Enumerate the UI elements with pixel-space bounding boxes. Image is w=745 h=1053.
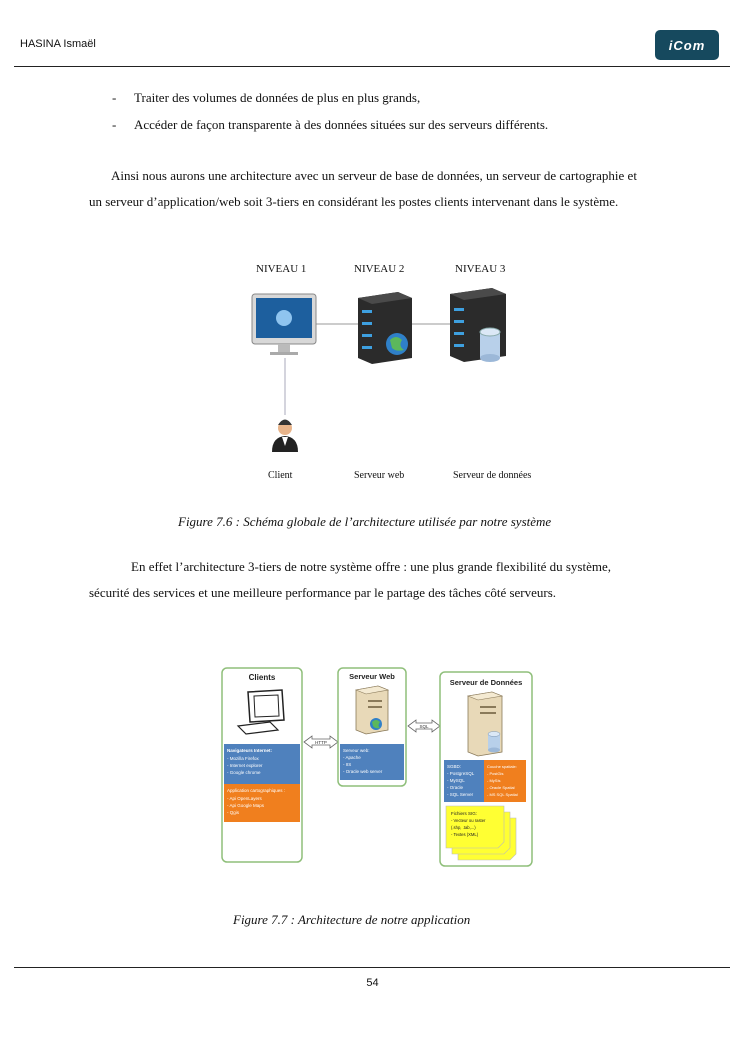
client-label: Client bbox=[268, 470, 293, 481]
clients-panel bbox=[222, 668, 302, 862]
figure-7-7-caption: Figure 7.7 : Architecture de notre application bbox=[233, 912, 471, 927]
bullet-dash: - bbox=[112, 90, 117, 105]
files-item: (.shp, .tab,...) bbox=[451, 825, 476, 830]
page-number: 54 bbox=[366, 977, 379, 989]
spatial-item: - Oracle Spatial bbox=[487, 785, 515, 790]
web-server-icon bbox=[358, 292, 412, 364]
app-item: - Qgis bbox=[227, 810, 240, 815]
app-item: - Api OpenLayers bbox=[227, 796, 262, 801]
figure-7-6-caption: Figure 7.6 : Schéma globale de l’architecture utilisée par notre système bbox=[178, 514, 552, 529]
sgbd-title: SGBD: bbox=[447, 764, 462, 769]
level-1-label: NIVEAU 1 bbox=[256, 263, 307, 275]
browser-item: - Mozilla Firefox bbox=[227, 756, 259, 761]
level-3-label: NIVEAU 3 bbox=[455, 263, 506, 275]
level-2-label: NIVEAU 2 bbox=[354, 263, 405, 275]
clients-title: Clients bbox=[248, 673, 276, 682]
app-item: - Api Google Maps bbox=[227, 803, 265, 808]
figure-7-7-diagram bbox=[218, 664, 538, 874]
institution-logo: iCom bbox=[655, 30, 719, 60]
bullet-dash: - bbox=[112, 117, 117, 132]
web-item: - Oracle web server bbox=[343, 769, 383, 774]
browser-item: - Internet explorer bbox=[227, 763, 263, 768]
web-item: - IIS bbox=[343, 762, 352, 767]
monitor-icon bbox=[252, 294, 316, 355]
spatial-item: - MS SQL Spatial bbox=[487, 792, 518, 797]
sgbd-item: - PostgreSQL bbox=[447, 771, 475, 776]
data-server-panel bbox=[440, 672, 532, 866]
web-item: - Apache bbox=[343, 755, 361, 760]
sql-arrow-icon bbox=[408, 720, 440, 732]
web-server-title: Serveur Web bbox=[349, 672, 395, 681]
web-server-label: Serveur web bbox=[354, 470, 405, 481]
footer-divider bbox=[14, 967, 730, 968]
spatial-title: Couche spatiale: bbox=[487, 764, 517, 769]
bullet-item-2 bbox=[112, 117, 548, 133]
files-title: Fichiers SIG: bbox=[451, 811, 478, 816]
data-server-icon bbox=[450, 288, 506, 362]
http-label: HTTP bbox=[315, 740, 327, 745]
files-item: - Vecteur ou raster bbox=[451, 818, 486, 823]
http-arrow-icon bbox=[304, 736, 338, 748]
web-server-panel bbox=[338, 668, 406, 786]
client-user-icon bbox=[272, 420, 298, 453]
files-item: - Textes (XML) bbox=[451, 832, 479, 837]
header-divider bbox=[14, 66, 730, 67]
header-author: HASINA Ismaël bbox=[20, 38, 96, 50]
sgbd-item: - SQL Server bbox=[447, 792, 474, 797]
gis-files-stack bbox=[446, 806, 516, 860]
paragraph-architecture: Ainsi nous aurons une architecture avec un serveur de base de données, un serveur de cartographie et un serveur d’application/web soit 3-tiers en considérant les postes clients intervenant dans le système. bbox=[89, 168, 637, 209]
bullet-item-1 bbox=[112, 90, 420, 106]
data-server-label: Serveur de données bbox=[453, 470, 532, 481]
sgbd-item: - Oracle bbox=[447, 785, 464, 790]
spatial-item: - MySIs bbox=[487, 778, 501, 783]
web-list-title: Serveur web: bbox=[343, 748, 370, 753]
data-server-title: Serveur de Données bbox=[449, 678, 523, 687]
data-tower-icon bbox=[468, 692, 502, 756]
figure-7-6-diagram bbox=[240, 280, 530, 470]
browsers-title: Navigateurs Internet: bbox=[227, 748, 273, 753]
spatial-item: - PostGis bbox=[487, 771, 504, 776]
paragraph-3tier-benefits: En effet l’architecture 3-tiers de notre système offre : une plus grande flexibilité du système, sécurité des services et une meilleure performance par le partage des tâches côté serveurs. bbox=[89, 559, 611, 600]
bullet-text-2: Accéder de façon transparente à des données situées sur des serveurs différents. bbox=[134, 117, 549, 132]
bullet-text-1: Traiter des volumes de données de plus en plus grands, bbox=[134, 90, 421, 105]
sgbd-item: - MySQL bbox=[447, 778, 465, 783]
web-tower-icon bbox=[356, 686, 388, 734]
apps-title: Application cartographiques : bbox=[227, 788, 286, 793]
sql-label: SQL bbox=[419, 724, 429, 729]
browser-item: - Google chrome bbox=[227, 770, 261, 775]
